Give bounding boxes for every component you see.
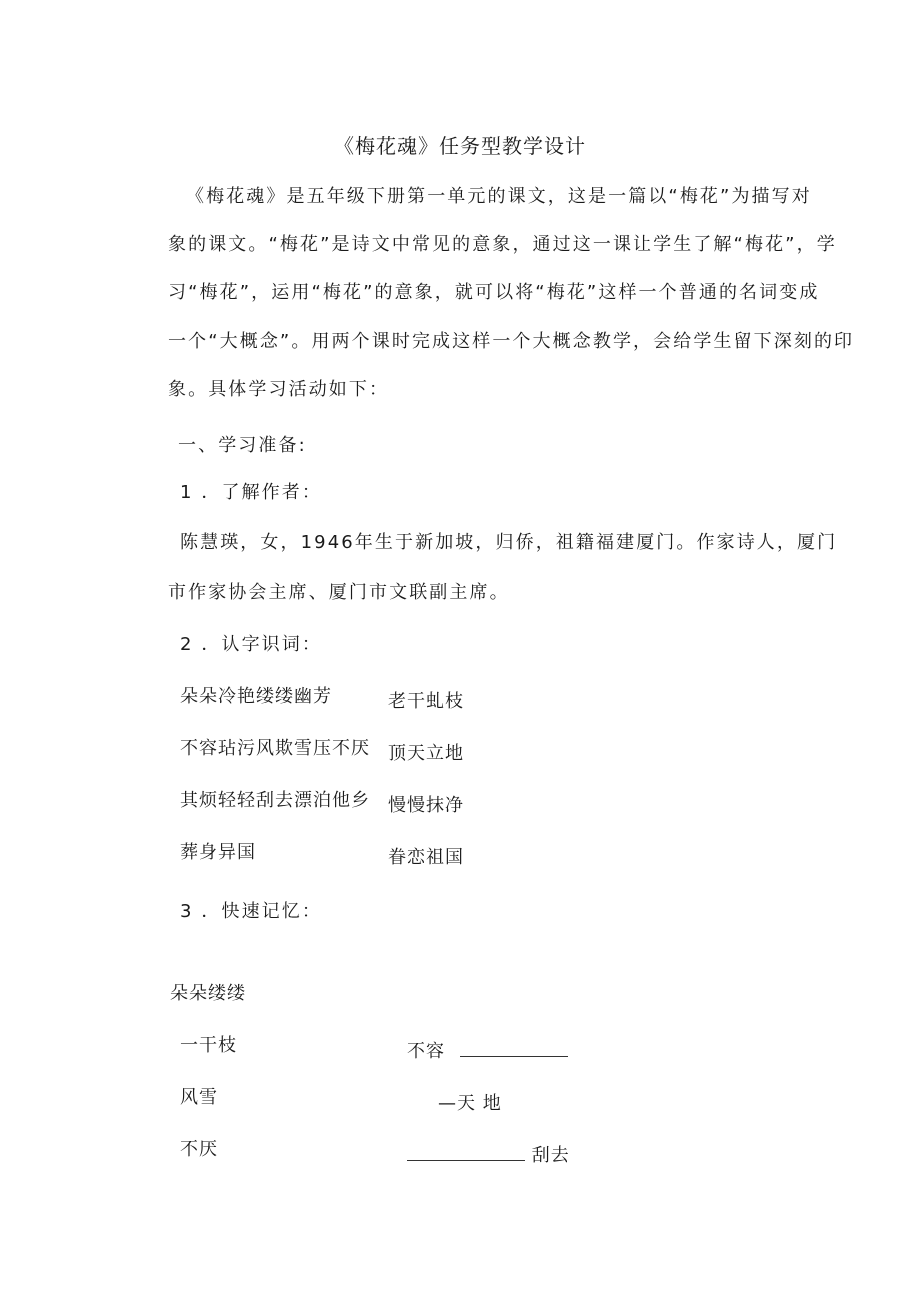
- memory-left-2: 一干枝: [180, 1035, 237, 1056]
- item2-heading: 2 ．认字识词：: [180, 634, 322, 655]
- intro-line-2: 象的课文。“梅花”是诗文中常见的意象，通过这一课让学生了解“梅花”，学: [168, 234, 837, 255]
- memory-right-3: [407, 1141, 570, 1167]
- item3-heading: 3 ．快速记忆：: [180, 901, 322, 922]
- memory-left-4: 不厌: [180, 1139, 218, 1160]
- memory-right-2: —天 地: [438, 1093, 502, 1114]
- intro-line-5: 象。具体学习活动如下：: [168, 379, 390, 400]
- author-line-2: 市作家协会主席、厦门市文联副主席。: [168, 582, 510, 603]
- vocab-left-1: 朵朵冷艳缕缕幽芳: [180, 686, 332, 707]
- vocab-left-3: 其烦轻轻刮去漂泊他乡: [180, 790, 370, 811]
- memory-left-1: 朵朵缕缕: [170, 983, 246, 1004]
- vocab-right-4: 眷恋祖国: [388, 847, 464, 868]
- memory-right-1-text: 不容: [407, 1041, 445, 1062]
- intro-line-1: 《梅花魂》是五年级下册第一单元的课文，这是一篇以“梅花”为描写对: [186, 186, 812, 207]
- memory-right-1: [407, 1037, 568, 1063]
- author-line-1: 陈慧瑛，女，1946年生于新加坡，归侨，祖籍福建厦门。作家诗人，厦门: [180, 532, 838, 553]
- vocab-right-1: 老干虬枝: [388, 691, 464, 712]
- memory-left-3: 风雪: [180, 1087, 218, 1108]
- intro-line-4: 一个“大概念”。用两个课时完成这样一个大概念教学，会给学生留下深刻的印: [168, 331, 855, 352]
- section-heading: 一、学习准备:: [178, 435, 307, 456]
- vocab-left-4: 葬身异国: [180, 842, 256, 863]
- vocab-right-2: 顶天立地: [388, 743, 464, 764]
- item1-heading: 1 ．了解作者：: [180, 482, 322, 503]
- vocab-right-3: 慢慢抹净: [388, 795, 464, 816]
- fill-blank-1[interactable]: [460, 1042, 568, 1057]
- intro-line-3: 习“梅花”，运用“梅花”的意象，就可以将“梅花”这样一个普通的名词变成: [168, 282, 820, 303]
- document-title: 《梅花魂》任务型教学设计: [334, 134, 586, 158]
- vocab-left-2: 不容玷污风欺雪压不厌: [180, 738, 370, 759]
- fill-blank-3[interactable]: [407, 1146, 525, 1161]
- memory-right-3-text: 刮去: [531, 1145, 570, 1166]
